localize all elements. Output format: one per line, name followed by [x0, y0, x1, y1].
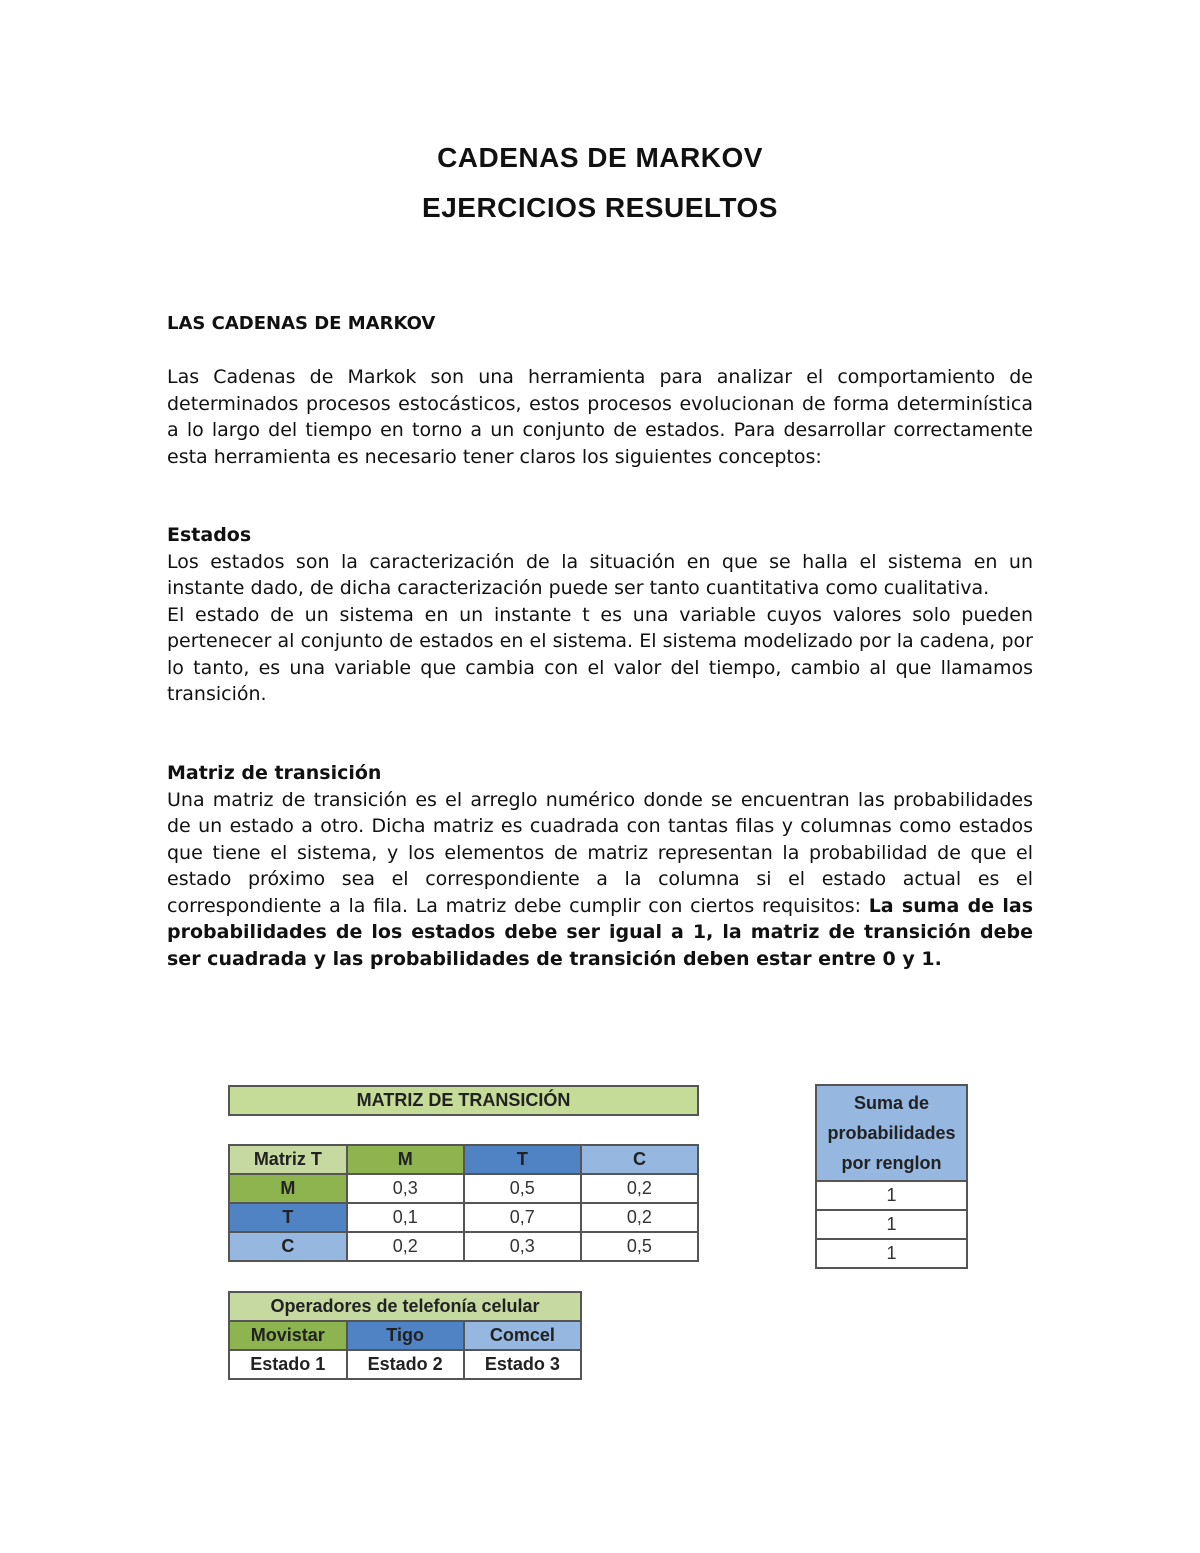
corner-cell: Matriz T — [229, 1145, 347, 1174]
matrix-cell: 0,2 — [581, 1174, 698, 1203]
operators-title-cell: Operadores de telefonía celular — [229, 1292, 581, 1321]
matriz-requirements: La suma de las probabilidades de los estados debe ser igual a 1, la matriz de transición debe ser cuadrada y las probabilidades de transición deben estar entre 0 y 1. — [167, 894, 1034, 970]
table-row — [229, 1232, 698, 1261]
table-row — [229, 1203, 698, 1232]
table-row — [816, 1181, 967, 1210]
table-row — [229, 1292, 581, 1321]
matrix-cell: 0,1 — [347, 1203, 464, 1232]
estados-heading: Estados — [167, 524, 252, 546]
column-header-t: T — [464, 1145, 581, 1174]
matriz-heading: Matriz de transición — [167, 762, 382, 784]
row-header-c: C — [229, 1232, 347, 1261]
matrix-cell: 0,5 — [464, 1174, 581, 1203]
matrix-cell: 0,3 — [347, 1174, 464, 1203]
matriz-paragraph-text: Una matriz de transición es el arreglo numérico donde se encuentran las probabilidades de un estado a otro. Dicha matriz es cuadrada con tantas filas y columnas como estados que tiene el sistema, y los elementos de matriz representan la probabilidad de que el estado próximo sea el correspondiente a la columna si el estado actual es el correspondiente a la fila. La matriz debe cumplir con ciertos requisitos: — [167, 788, 1033, 917]
estados-section — [167, 522, 1033, 708]
estados-paragraph-1: Los estados son la caracterización de la situación en que se halla el sistema en un instante dado, de dicha caracterización puede ser tanto cuantitativa como cualitativa. — [167, 550, 1033, 599]
column-header-m: M — [347, 1145, 464, 1174]
table-row — [229, 1145, 698, 1174]
row-header-t: T — [229, 1203, 347, 1232]
operator-tigo: Tigo — [347, 1321, 464, 1350]
matriz-paragraph — [167, 787, 1033, 973]
transition-matrix-table — [228, 1144, 699, 1262]
estados-paragraph-2: El estado de un sistema en un instante t es una variable cuyos valores solo pueden pertenecer al conjunto de estados en el sistema. El sistema modelizado por la cadena, por lo tanto, es una variable que cambia con el valor del tiempo, cambio al que llamamos transición. — [167, 603, 1033, 705]
state-cell: Estado 3 — [464, 1350, 581, 1379]
operators-table — [228, 1291, 582, 1380]
sum-header-cell — [816, 1085, 967, 1181]
row-sum-table — [815, 1084, 968, 1269]
sum-cell: 1 — [816, 1210, 967, 1239]
row-header-m: M — [229, 1174, 347, 1203]
sum-cell: 1 — [816, 1239, 967, 1268]
state-cell: Estado 1 — [229, 1350, 347, 1379]
matrix-cell: 0,3 — [464, 1232, 581, 1261]
sum-cell: 1 — [816, 1181, 967, 1210]
table-row — [816, 1239, 967, 1268]
document-subtitle: EJERCICIOS RESUELTOS — [422, 192, 778, 223]
operator-movistar: Movistar — [229, 1321, 347, 1350]
operator-comcel: Comcel — [464, 1321, 581, 1350]
matrix-cell: 0,2 — [581, 1203, 698, 1232]
table-row — [229, 1174, 698, 1203]
document-title: CADENAS DE MARKOV — [437, 142, 763, 173]
sum-header-line: por renglon — [841, 1153, 942, 1173]
table-row — [229, 1321, 581, 1350]
table-row — [816, 1085, 967, 1181]
sum-header-line: probabilidades — [827, 1123, 956, 1143]
table-row — [229, 1350, 581, 1379]
column-header-c: C — [581, 1145, 698, 1174]
matrix-cell: 0,5 — [581, 1232, 698, 1261]
sum-header-line: Suma de — [853, 1093, 930, 1113]
table-row — [816, 1210, 967, 1239]
state-cell: Estado 2 — [347, 1350, 464, 1379]
transition-title-cell: MATRIZ DE TRANSICIÓN — [229, 1086, 698, 1115]
section-heading: LAS CADENAS DE MARKOV — [167, 313, 436, 334]
matriz-section — [167, 760, 1033, 972]
intro-paragraph: Las Cadenas de Markok son una herramienta para analizar el comportamiento de determinados procesos estocásticos, estos procesos evolucionan de forma determinística a lo largo del tiempo en torno a un conjunto de estados. Para desarrollar correctamente esta herramienta es necesario tener claros los siguientes conceptos: — [167, 366, 1033, 468]
matrix-cell: 0,7 — [464, 1203, 581, 1232]
matrix-cell: 0,2 — [347, 1232, 464, 1261]
transition-table-title — [228, 1085, 699, 1116]
